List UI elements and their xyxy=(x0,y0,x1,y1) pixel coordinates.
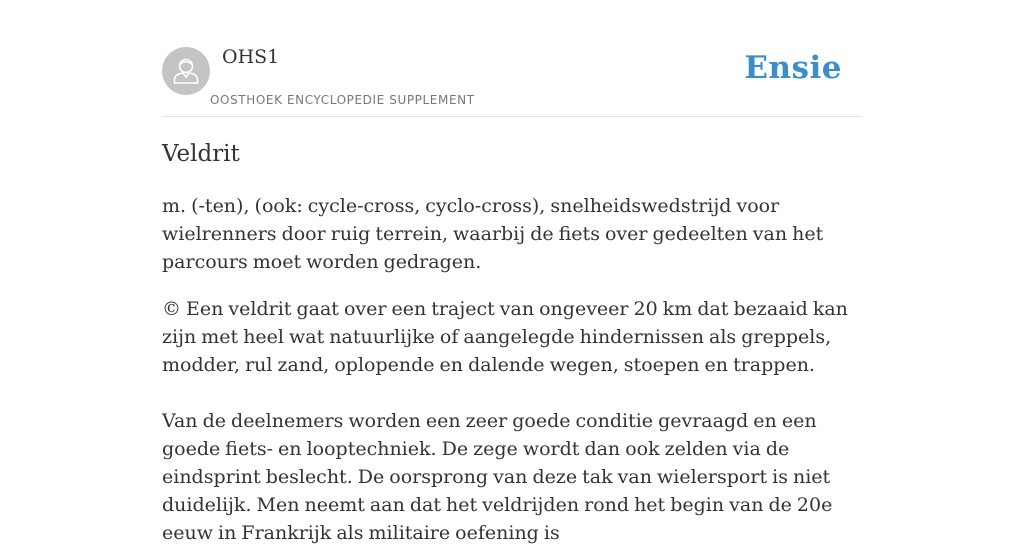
article-header xyxy=(162,0,862,117)
avatar[interactable] xyxy=(162,47,210,95)
source-label[interactable]: OOSTHOEK ENCYCLOPEDIE SUPPLEMENT xyxy=(210,93,475,107)
article-paragraph: m. (-ten), (ook: cycle-cross, cyclo-cross), snelheidswedstrijd voor wielrenners door ruig terrein, waarbij de fiets over gedeelten van het parcours moet worden gedragen. xyxy=(162,195,824,273)
brand-logo[interactable]: Ensie xyxy=(744,50,842,86)
article-paragraph: © Een veldrit gaat over een traject van ongeveer 20 km dat bezaaid kan zijn met heel wat natuurlijke of aangelegde hindernissen als greppels, modder, rul zand, oplopende en dalende wegen, stoepen en trappen. xyxy=(162,298,848,376)
author-name[interactable]: OHS1 xyxy=(222,46,280,68)
article-paragraph: Van de deelnemers worden een zeer goede conditie gevraagd en een goede fiets- en looptechniek. De zege wordt dan ook zelden via de eindsprint beslecht. De oorsprong van deze tak van wielersport is niet duidelijk. Men neemt aan dat het veldrijden rond het begin van de 20e eeuw in Frankrijk als militaire oefening is xyxy=(162,410,833,544)
article-body xyxy=(162,138,862,547)
user-icon xyxy=(162,47,210,95)
article-title: Veldrit xyxy=(162,141,240,167)
